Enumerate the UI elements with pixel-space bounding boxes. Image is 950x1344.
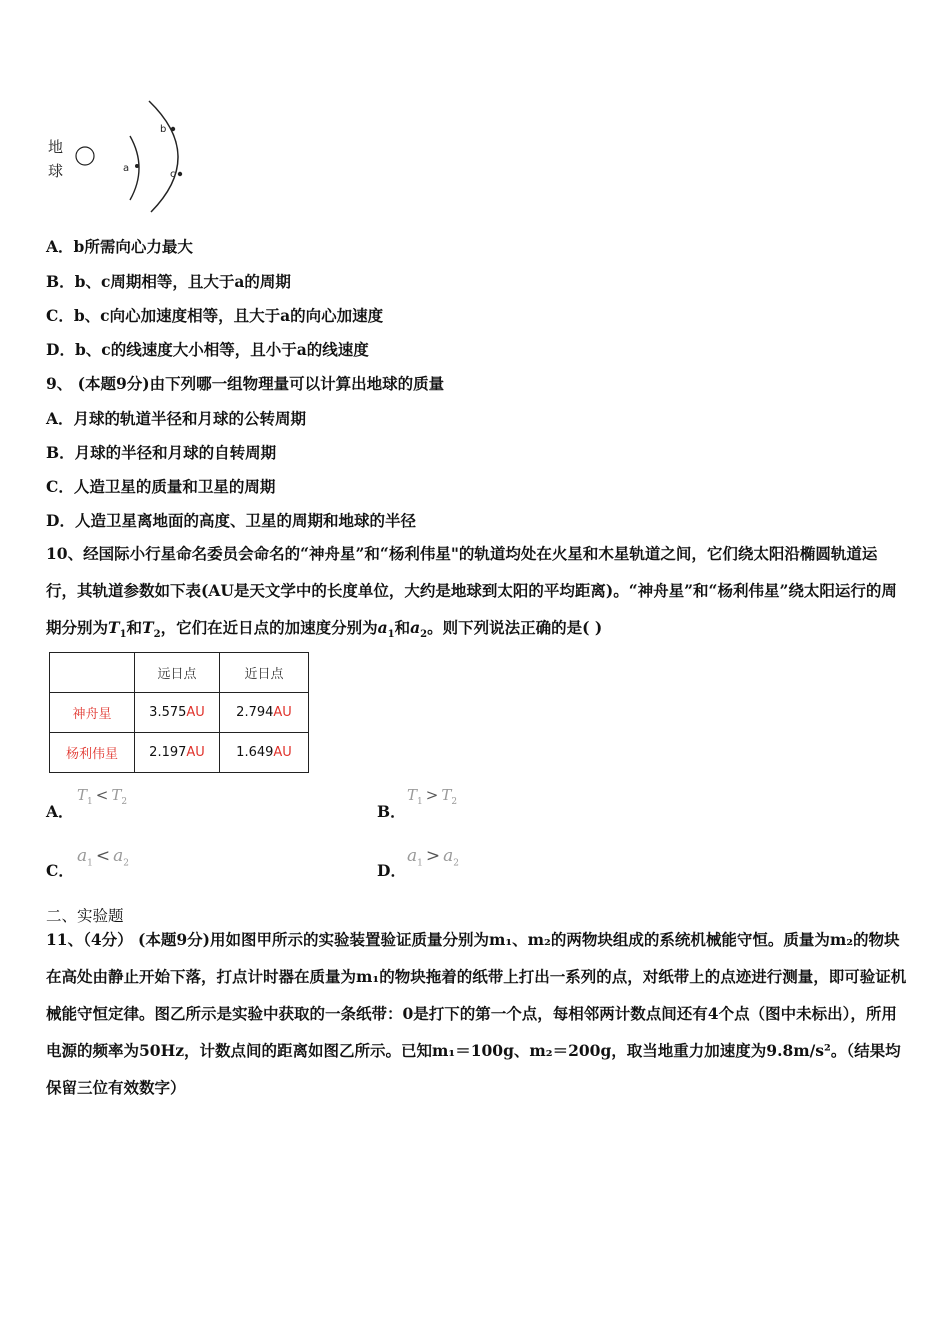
q10-option-d-label: D． [377,861,406,880]
value-unit: AU [273,745,292,760]
formula-sub: 2 [453,858,459,869]
formula-operator: > [425,846,441,866]
table-header-aphelion: 远日点 [135,653,220,693]
value-number: 3.575 [149,705,187,720]
q10-option-a-formula [77,786,127,807]
q10-and-1: 和 [126,618,143,637]
q10-option-d-formula [407,846,459,868]
sub-1: 1 [119,629,127,641]
formula-var: T [77,786,88,804]
formula-var: a [113,846,124,866]
table-header-perihelion: 近日点 [220,653,309,693]
formula-var: a [443,846,454,866]
value-number: 2.794 [236,705,274,720]
q10-stem-part2: ，它们在近日点的加速度分别为 [160,618,378,637]
q9-option-d: D．人造卫星离地面的高度、卫星的周期和地球的半径 [46,511,416,530]
formula-sub: 1 [417,797,423,807]
var-a1: a [377,618,388,637]
label-a: a [123,163,130,174]
q10-option-c-label: C． [46,861,74,880]
asteroid-name: 神舟星 [50,693,135,733]
var-t2: T [142,618,154,637]
orbit-bc [149,101,178,212]
q10-and-2: 和 [394,618,411,637]
q10-option-b-label: B． [377,802,406,821]
table-header-empty [50,653,135,693]
q10-option-c-formula [77,846,129,868]
aphelion-value [135,733,220,773]
sub-2b: 2 [420,629,428,641]
var-t1: T [108,618,120,637]
value-unit: AU [186,705,205,720]
table-row [50,733,309,773]
earth-label-top: 地 [48,138,64,156]
q8-option-a: A．b所需向心力最大 [46,237,193,256]
satellite-b [171,127,175,131]
q9-option-a: A．月球的轨道半径和月球的公转周期 [46,409,307,428]
q10-stem-part1: 10、经国际小行星命名委员会命名的“神舟星”和“杨利伟星"的轨道均处在火星和木星轨道之间，它们绕太阳沿椭圆轨道运行，其轨道参数如下表(AU是天文学中的长度单位，大约是地球到太阳的平均距离)。“神舟星”和“杨利伟星”绕太阳运行的周期分别为 [46,544,897,637]
orbit-parameters-table [49,652,309,773]
table-header-row [50,653,309,693]
orbit-a [130,136,139,200]
value-unit: AU [186,745,205,760]
sub-1b: 1 [387,629,395,641]
q8-option-b: B．b、c周期相等，且大于a的周期 [46,272,291,291]
formula-operator: > [425,786,439,804]
formula-sub: 1 [87,797,93,807]
formula-operator: < [95,846,111,866]
earth-label-bottom: 球 [48,162,64,180]
formula-sub: 2 [121,797,128,807]
q10-stem [46,535,908,653]
formula-operator: < [95,786,109,804]
q9-stem: 9、 (本题9分)由下列哪一组物理量可以计算出地球的质量 [46,374,445,393]
q8-option-d: D．b、c的线速度大小相等，且小于a的线速度 [46,340,369,359]
aphelion-value [135,693,220,733]
formula-var: a [77,846,88,866]
label-b: b [160,124,167,135]
earth-circle [76,147,94,165]
label-c: c [170,169,176,180]
value-number: 2.197 [149,745,187,760]
perihelion-value [220,693,309,733]
perihelion-value [220,733,309,773]
table-row [50,693,309,733]
satellite-c [178,172,182,176]
asteroid-name: 杨利伟星 [50,733,135,773]
q10-option-b-formula [407,786,457,807]
q10-stem-part3: 。则下列说法正确的是( ) [427,618,603,637]
q9-option-b: B．月球的半径和月球的自转周期 [46,443,277,462]
formula-sub: 2 [451,797,458,807]
q10-option-a-label: A． [46,802,74,821]
q9-option-c: C．人造卫星的质量和卫星的周期 [46,477,276,496]
formula-sub: 1 [417,858,423,869]
formula-sub: 2 [123,858,129,869]
satellite-a [135,164,139,168]
value-unit: AU [273,705,292,720]
formula-var: T [111,786,122,804]
q11-text: 11、（4分） (本题9分)用如图甲所示的实验装置验证质量分别为m₁、m₂的两物块组成的系统机械能守恒。质量为m₂的物块在高处由静止开始下落，打点计时器在质量为m₁的物块拖着的纸带上打出一系列的点，对纸带上的点迹进行测量，即可验证机械能守恒定律。图乙所示是实验中获取的一条纸带：0是打下的第一个点，每相邻两计数点间还有4个点（图中未标出），所用电源的频率为50Hz，计数点间的距离如图乙所示。已知m₁＝100g、m₂＝200g，取当地重力加速度为9.8m/s²。（结果均保留三位有效数字） [46,930,907,1097]
formula-var: a [407,846,418,866]
orbit-diagram [44,96,194,216]
q8-option-c: C．b、c向心加速度相等，且大于a的向心加速度 [46,306,384,325]
formula-var: T [407,786,418,804]
sub-2: 2 [153,629,161,641]
formula-sub: 1 [87,858,93,869]
section-title: 二、实验题 [46,907,124,925]
formula-var: T [441,786,452,804]
var-a2: a [410,618,421,637]
value-number: 1.649 [236,745,274,760]
